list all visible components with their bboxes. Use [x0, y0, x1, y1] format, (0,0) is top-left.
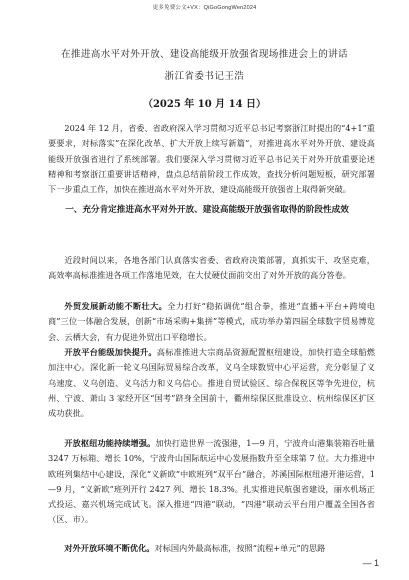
item-text: 加快打造世界一流强港，1—9 月，宁波舟山港集装箱吞吐量 3247 万标箱、增长 10%，宁波舟山国际航运中心发展指数升至全球第 7 位。大力推进中欧班列集结中心建设，深化“义新欧”中欧班列“双平台”融合，苏溪国际枢纽港开港运营，1—9 月，“义新欧”班列开行 2427 列、增长 18.3%。扎实推进民航强省建设，丽水机场正式投运、嘉兴机场完成试飞。深入推进“四港”联动，“四港”联动云平台用户覆盖全国各省（区、市）。 [48, 438, 375, 525]
list-item-hubs [48, 436, 375, 528]
document-date: （2025 年 10 月 14 日） [142, 99, 267, 110]
item-lead: 外贸发展新动能不断壮大。 [64, 301, 168, 311]
item-text: 高标准推进大宗商品资源配置枢纽建设，加快打造全球船燃加注中心。深化新一轮义乌国际贸易综合改革，义乌全球数贸中心平运营，充分彰显了义乌速度、义乌创造、义乌活力和义乌信心。推进自贸试验区、综合保税区等争先进位，杭州、宁波、萧山 3 家经开区“国考”跻身全国前十，衢州综保区批准设立、杭州综保区扩区成功获批。 [48, 347, 375, 419]
list-item-environment [48, 541, 375, 556]
page-number: — 1 [362, 558, 379, 568]
item-lead: 开放枢纽功能持续增强。 [64, 438, 156, 448]
list-item-foreign-trade [48, 299, 375, 345]
list-item-platforms [48, 345, 375, 421]
intro-paragraph: 2024 年 12 月，省委、省政府深入学习贯彻习近平总书记考察浙江时提出的“4+1”重要要求，对标落实“在深化改革、扩大开放上续写新篇”，对推进高水平对外开放、建设高能级开放强省进行了系统部署。我们要深入学习贯彻习近平总书记关于对外开放重要论述精神和考察浙江重要讲话精神，盘点总结前阶段工作成效，查找分析问题短板，研究部署下一步重点工作，加快在推进高水平对外开放、建设高能级开放强省上取得新突破。 [48, 123, 375, 195]
section-heading: 一、充分肯定推进高水平对外开放、建设高能级开放强省取得的阶段性成效 [65, 205, 349, 215]
document-author: 浙江省委书记王浩 [164, 71, 245, 82]
section-intro-paragraph: 近段时间以来，各地各部门认真落实省委、省政府决策部署，真抓实干、攻坚克难，高效率高标准推进各项工作落地见效，在大仗硬仗面前交出了对外开放的高分答卷。 [48, 255, 375, 281]
item-text: 对标国内外最高标准，按照“流程+单元”的思路 [154, 543, 326, 553]
document-title: 在推进高水平对外开放、建设高能级开放强省现场推进会上的讲话 [61, 49, 348, 60]
item-lead: 开放平台能级加快提升。 [64, 347, 157, 357]
watermark-text: 更多免费公文+VX：QiGoGongWen2024 [152, 5, 257, 11]
item-text: 全力打好“稳拓调优”组合拳，推进“直播+平台+跨境电商”三位一体融合发展，创新“市场采购+集拼”等模式，成功举办第四届全球数字贸易博览会、云栖大会，有力促进外贸出口平稳增长。 [48, 301, 375, 342]
item-lead: 对外开放环境不断优化。 [64, 543, 155, 553]
